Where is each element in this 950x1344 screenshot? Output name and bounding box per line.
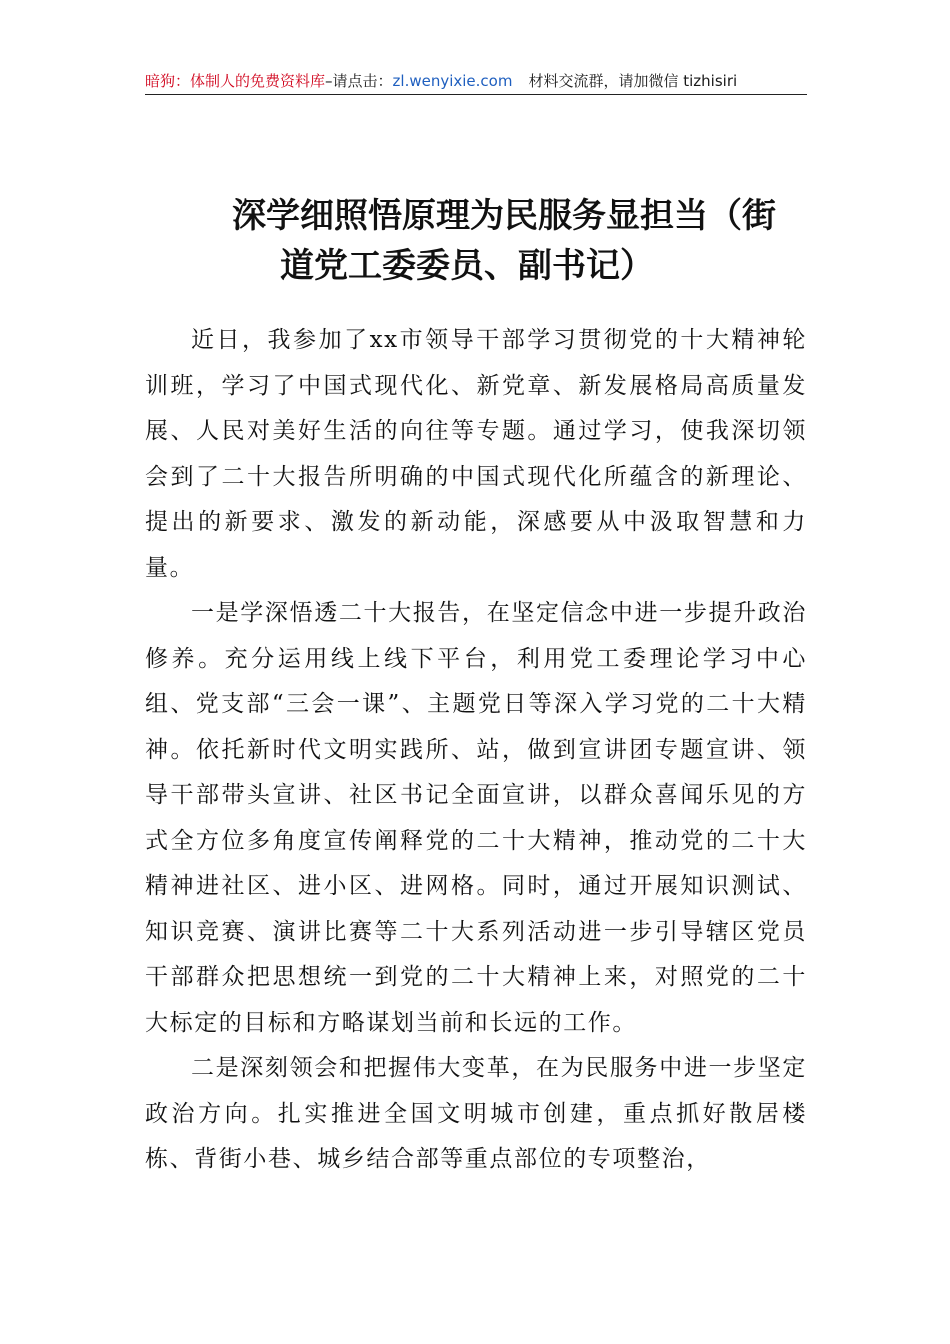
document-title [180, 191, 800, 291]
header-prompt: –请点击： [325, 72, 393, 90]
paragraph-point-2: 二是深刻领会和把握伟大变革，在为民服务中进一步坚定政治方向。扎实推进全国文明城市创建，重点抓好散居楼栋、背街小巷、城乡结合部等重点部位的专项整治， [145, 1055, 807, 1172]
header-brand: 暗狗：体制人的免费资料库 [145, 72, 326, 90]
header-link[interactable]: zl.wenyixie.com [392, 72, 513, 90]
title-line-1: 深学细照悟原理为民服务显担当（街 [232, 195, 776, 236]
paragraph-point-1: 一是学深悟透二十大报告，在坚定信念中进一步提升政治修养。充分运用线上线下平台，利用党工委理论学习中心组、党支部“三会一课”、主题党日等深入学习党的二十大精神。依托新时代文明实践所、站，做到宣讲团专题宣讲、领导干部带头宣讲、社区书记全面宣讲，以群众喜闻乐见的方式全方位多角度宣传阐释党的二十大精神，推动党的二十大精神进社区、进小区、进网格。同时，通过开展知识测试、知识竞赛、演讲比赛等二十大系列活动进一步引导辖区党员干部群众把思想统一到党的二十大精神上来，对照党的二十大标定的目标和方略谋划当前和长远的工作。 [145, 600, 807, 1036]
paragraph-intro: 近日，我参加了xx市领导干部学习贯彻党的十大精神轮训班，学习了中国式现代化、新党章、新发展格局高质量发展、人民对美好生活的向往等专题。通过学习，使我深切领会到了二十大报告所明确的中国式现代化所蕴含的新理论、提出的新要求、激发的新动能，深感要从中汲取智慧和力量。 [145, 327, 807, 581]
page-header [145, 70, 807, 92]
header-wechat-note: 材料交流群，请加微信 tizhisiri [528, 72, 738, 90]
title-line-2: 道党工委委员、副书记） [280, 245, 654, 286]
document-body [145, 318, 807, 1183]
header-divider [145, 94, 807, 95]
